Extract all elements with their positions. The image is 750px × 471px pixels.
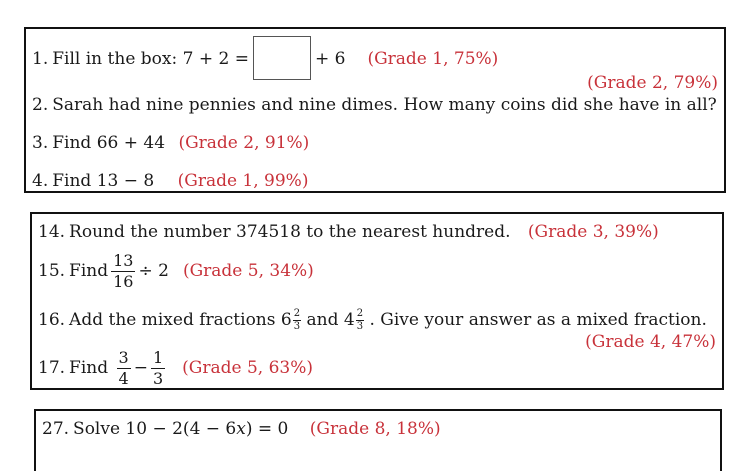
problem-number: 2. bbox=[32, 95, 49, 115]
grade-label: (Grade 2, 79%) bbox=[587, 73, 718, 93]
equation-left: 7 + 2 = bbox=[182, 48, 249, 69]
problem-15 bbox=[38, 252, 314, 290]
problem-text: Find bbox=[69, 260, 109, 281]
problem-number: 17. bbox=[38, 357, 66, 378]
problem-panel-2 bbox=[30, 212, 724, 390]
grade-label: (Grade 3, 39%) bbox=[527, 222, 659, 242]
problem-3 bbox=[32, 135, 309, 152]
problem-text: Find 13 − 8 bbox=[52, 171, 155, 191]
problem-text: . Give your answer as a mixed fraction. bbox=[369, 309, 707, 330]
problem-text: Add the mixed fractions bbox=[69, 309, 276, 330]
operation: − bbox=[133, 357, 148, 378]
problem-text: Fill in the box: bbox=[52, 48, 178, 69]
grade-label: (Grade 4, 47%) bbox=[585, 332, 716, 352]
problem-number: 16. bbox=[38, 309, 66, 330]
fraction: $\frac{3}{4}$ bbox=[118, 347, 129, 388]
variable: x bbox=[236, 419, 246, 439]
fraction: 2 3 bbox=[293, 307, 301, 332]
problem-16 bbox=[38, 308, 707, 332]
problem-number: 3. bbox=[32, 133, 49, 153]
problem-number: 14. bbox=[38, 222, 66, 242]
problem-panel-1 bbox=[24, 27, 726, 193]
grade-label: (Grade 5, 63%) bbox=[182, 357, 314, 378]
problem-number: 4. bbox=[32, 171, 49, 191]
fraction: 2 3 bbox=[356, 307, 364, 332]
problem-text: Sarah had nine pennies and nine dimes. How many coins did she have in all? bbox=[52, 95, 717, 115]
grade-label: (Grade 5, 34%) bbox=[182, 260, 314, 281]
equation-right: + 6 bbox=[314, 48, 346, 69]
problem-number: 1. bbox=[32, 48, 49, 69]
mixed-whole: 4 bbox=[343, 309, 355, 330]
grade-label: (Grade 1, 75%) bbox=[367, 48, 499, 69]
problem-text: Round the number 374518 to the nearest hundred. bbox=[69, 222, 511, 242]
problem-14 bbox=[38, 224, 659, 241]
problem-text: Find bbox=[69, 357, 109, 378]
problem-2 bbox=[32, 97, 717, 114]
fraction: $\frac{13}{16}$ bbox=[113, 250, 134, 291]
problem-number: 27. bbox=[42, 419, 70, 439]
problem-27 bbox=[42, 421, 441, 438]
problem-panel-3 bbox=[34, 409, 722, 471]
problem-number: 15. bbox=[38, 260, 66, 281]
problem-1 bbox=[32, 37, 498, 81]
problem-4 bbox=[32, 173, 308, 190]
operation: ÷ 2 bbox=[138, 260, 169, 281]
problem-text: and bbox=[306, 309, 339, 330]
problem-text: Find 66 + 44 bbox=[52, 133, 166, 153]
problem-17 bbox=[38, 348, 313, 388]
mixed-whole: 6 bbox=[280, 309, 292, 330]
grade-label: (Grade 2, 91%) bbox=[178, 133, 310, 153]
problem-text-tail: ) = 0 bbox=[245, 419, 289, 439]
grade-label: (Grade 8, 18%) bbox=[309, 419, 441, 439]
answer-box[interactable] bbox=[253, 36, 311, 80]
problem-text: Solve 10 − 2(4 − 6 bbox=[73, 419, 237, 439]
grade-label: (Grade 1, 99%) bbox=[177, 171, 309, 191]
fraction: $\frac{1}{3}$ bbox=[152, 347, 164, 388]
